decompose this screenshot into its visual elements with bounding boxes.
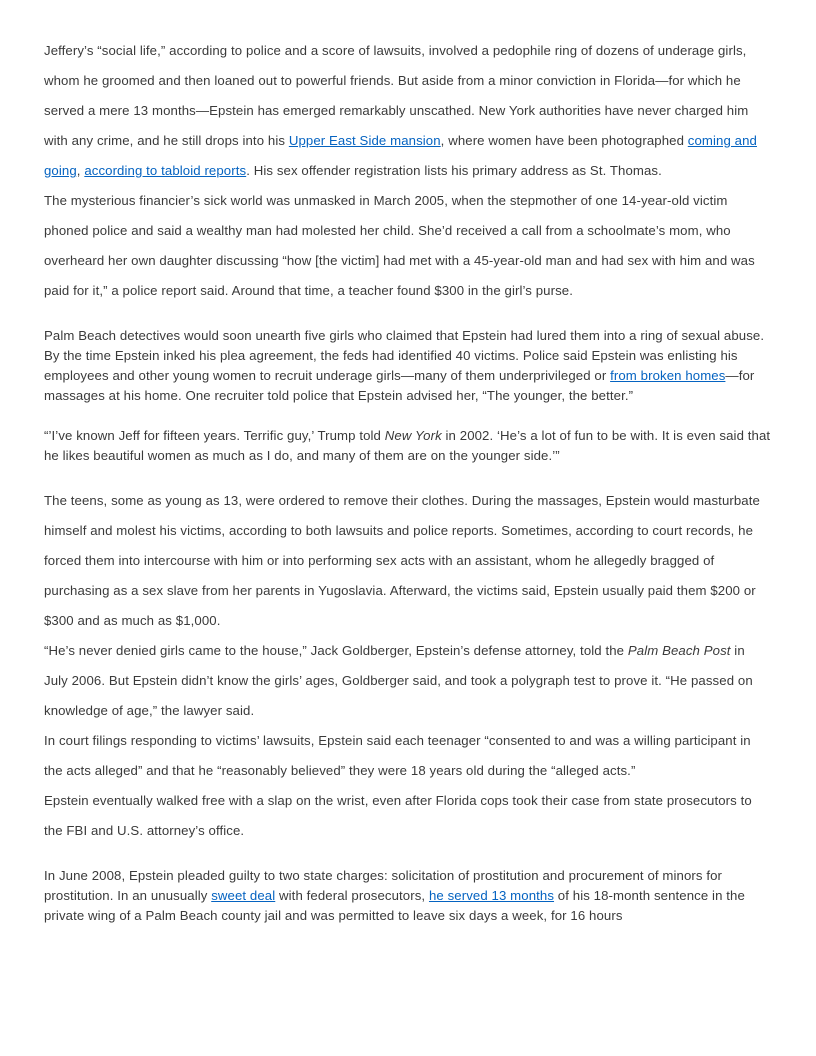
text-run: , <box>76 163 85 178</box>
hyperlink[interactable]: coming and going <box>44 133 757 178</box>
italic-text: Palm Beach Post <box>627 643 731 658</box>
paragraph <box>44 636 772 726</box>
text-run: Palm Beach detectives would soon unearth five girls who claimed that Epstein had lured them into a ring of sexual abuse. By the time Epstein inked his plea agreement, the feds had identified 40 victims. Police said Epstein was enlisting his employees and other young women to recruit underage girls—many of them underprivileged or <box>44 328 765 383</box>
hyperlink[interactable]: Upper East Side mansion <box>288 133 441 148</box>
text-run: The mysterious financier’s sick world was unmasked in March 2005, when the stepmother of one 14-year-old victim phoned police and said a wealthy man had molested her child. She’d received a call from a schoolmate’s mom, who overheard her own daughter discussing “how [the victim] had met with a 45-year-old man and had sex with him and was paid for it,” a police report said. Around that time, a teacher found $300 in the girl’s purse. <box>44 193 755 298</box>
hyperlink[interactable]: according to tabloid reports <box>84 163 247 178</box>
text-run: In court filings responding to victims’ lawsuits, Epstein said each teenager “consented to and was a willing participant in the acts alleged” and that he “reasonably believed” they were 18 years old during the “alleged acts.” <box>44 733 751 778</box>
text-run: The teens, some as young as 13, were ordered to remove their clothes. During the massages, Epstein would masturbate himself and molest his victims, according to both lawsuits and police reports. Sometimes, according to court records, he forced them into intercourse with him or into performing sex acts with an assistant, whom he allegedly bragged of purchasing as a sex slave from her parents in Yugoslavia. Afterward, the victims said, Epstein usually paid them $200 or $300 and as much as $1,000. <box>44 493 760 628</box>
text-run: , where women have been photographed <box>440 133 688 148</box>
text-run: In June 2008, Epstein pleaded guilty to two state charges: solicitation of prostitution and procurement of minors for prostitution. In an unusually <box>44 868 723 903</box>
paragraph <box>44 186 772 306</box>
hyperlink[interactable]: sweet deal <box>211 888 276 903</box>
hyperlink[interactable]: from broken homes <box>610 368 726 383</box>
paragraph <box>44 426 772 466</box>
paragraph <box>44 786 772 846</box>
paragraph <box>44 866 772 926</box>
text-run: with federal prosecutors, <box>275 888 429 903</box>
paragraph <box>44 726 772 786</box>
text-run: . His sex offender registration lists his primary address as St. Thomas. <box>246 163 662 178</box>
paragraph <box>44 486 772 636</box>
text-run: “He’s never denied girls came to the house,” Jack Goldberger, Epstein’s defense attorney, told the <box>44 643 628 658</box>
document-body <box>44 36 772 926</box>
hyperlink[interactable]: he served 13 months <box>428 888 555 903</box>
paragraph <box>44 36 772 186</box>
text-run: Jeffery’s “social life,” according to police and a score of lawsuits, involved a pedophile ring of dozens of underage girls, whom he groomed and then loaned out to powerful friends. But aside from a minor conviction in Florida—for which he served a mere 13 months—Epstein has emerged remarkably unscathed. New York authorities have never charged him with any crime, and he still drops into his <box>44 43 749 148</box>
text-run: —for massages at his home. One recruiter told police that Epstein advised her, “The younger, the better.” <box>44 368 755 403</box>
italic-text: New York <box>384 428 442 443</box>
text-run: “’I’ve known Jeff for fifteen years. Terrific guy,’ Trump told <box>44 428 385 443</box>
text-run: of his 18-month sentence in the private wing of a Palm Beach county jail and was permitted to leave six days a week, for 16 hours <box>44 888 745 923</box>
text-run: Epstein eventually walked free with a slap on the wrist, even after Florida cops took their case from state prosecutors to the FBI and U.S. attorney’s office. <box>44 793 752 838</box>
text-run: in July 2006. But Epstein didn’t know the girls’ ages, Goldberger said, and took a polygraph test to prove it. “He passed on knowledge of age,” the lawyer said. <box>44 643 753 718</box>
paragraph <box>44 326 772 406</box>
text-run: in 2002. ‘He’s a lot of fun to be with. It is even said that he likes beautiful women as much as I do, and many of them are on the younger side.’” <box>44 428 771 463</box>
